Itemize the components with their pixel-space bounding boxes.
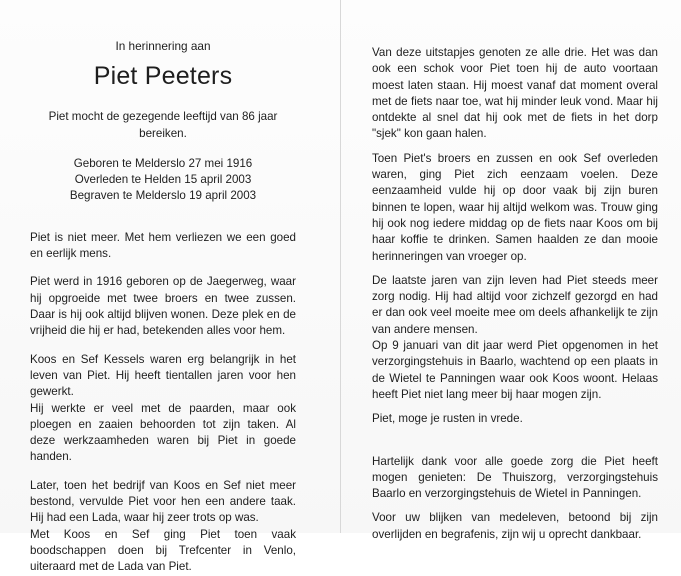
right-paragraph-1: Van deze uitstapjes genoten ze alle drie. Het was dan ook een schok voor Piet toen hij de auto voortaan moest laten staan. Hij moest vanaf dat moment overal met de fiets naar toe, wat hij minder leuk vond. Maar hij ontdekte al snel dat hij ook met de fiets in het dorp "sjek" kon gaan halen. [372,46,658,141]
right-paragraph-3a: De laatste jaren van zijn leven had Piet steeds meer zorg nodig. Hij had altijd voor zichzelf gezorgd en had er dan ook veel moeite mee om deels afhankelijk te zijn van andere mensen. [372,273,658,336]
fold-line [340,0,341,533]
intro-text: In herinnering aan [115,39,211,53]
left-paragraph-2: Piet werd in 1916 geboren op de Jaegerweg, waar hij opgroeide met twee broers en twee zussen. Daar is hij ook altijd blijven wonen. Deze plek en de vrijheid die hij er had, betekenden alles voor hem. [30,275,296,338]
farewell-line: Piet, moge je rusten in vrede. [372,412,523,426]
thanks-paragraph-2: Voor uw blijken van medeleven, betoond bij zijn overlijden en begrafenis, zijn wij u oprecht dankbaar. [372,511,658,541]
left-paragraph-4 [30,478,296,576]
deceased-name: Piet Peeters [93,62,233,91]
dates-block [30,156,296,204]
death-line: Overleden te Helden 15 april 2003 [74,172,252,186]
age-line: Piet mocht de gezegende leeftijd van 86 jaar bereiken. [48,110,278,140]
right-paragraph-3 [372,273,658,403]
right-paragraph-3b: Op 9 januari van dit jaar werd Piet opgenomen in het verzorgingstehuis in Baarlo, wachtend op een plaats in de Wietel te Panningen waar ook Koos woont. Helaas heeft Piet niet lang meer bij haar mogen zijn. [372,339,658,401]
left-paragraph-3a: Koos en Sef Kessels waren erg belangrijk in het leven van Piet. Hij heeft tientallen jaren voor hen gewerkt. [30,352,296,399]
right-paragraph-2: Toen Piet's broers en zussen en ook Sef overleden waren, ging Piet zich eenzaam voelen. Deze eenzaamheid vulde hij op door vaak bij zijn buren binnen te lopen, waar hij altijd welkom was. Trouw ging hij ook nog iedere middag op de fiets naar Koos om bij haar koffie te drinken. Samen haalden ze dan mooie herinneringen van vroeger op. [372,151,658,263]
left-paragraph-3b: Hij werkte er veel met de paarden, maar ook ploegen en zaaien behoorden tot zijn taken. Al deze werkzaamheden waren bij Piet in goede handen. [30,401,296,464]
birth-line: Geboren te Melderslo 27 mei 1916 [73,156,253,170]
left-paragraph-1: Piet is niet meer. Met hem verliezen we een goed en eerlijk mens. [30,230,296,261]
burial-line: Begraven te Melderslo 19 april 2003 [69,188,257,202]
right-panel [372,45,658,551]
left-paragraph-4b: Met Koos en Sef ging Piet toen vaak boodschappen doen bij Trefcenter in Venlo, uiteraard met de Lada van Piet. [30,527,296,574]
left-paragraph-3 [30,352,296,466]
thanks-paragraph-1: Hartelijk dank voor alle goede zorg die Piet heeft mogen genieten: De Thuiszorg, verzorgingstehuis Baarlo en verzorgingstehuis de Wietel in Panningen. [372,454,658,501]
left-panel [30,38,296,576]
left-paragraph-4a: Later, toen het bedrijf van Koos en Sef niet meer bestond, vervulde Piet voor hen een andere taak. Hij had een Lada, waar hij zeer trots op was. [30,478,296,525]
